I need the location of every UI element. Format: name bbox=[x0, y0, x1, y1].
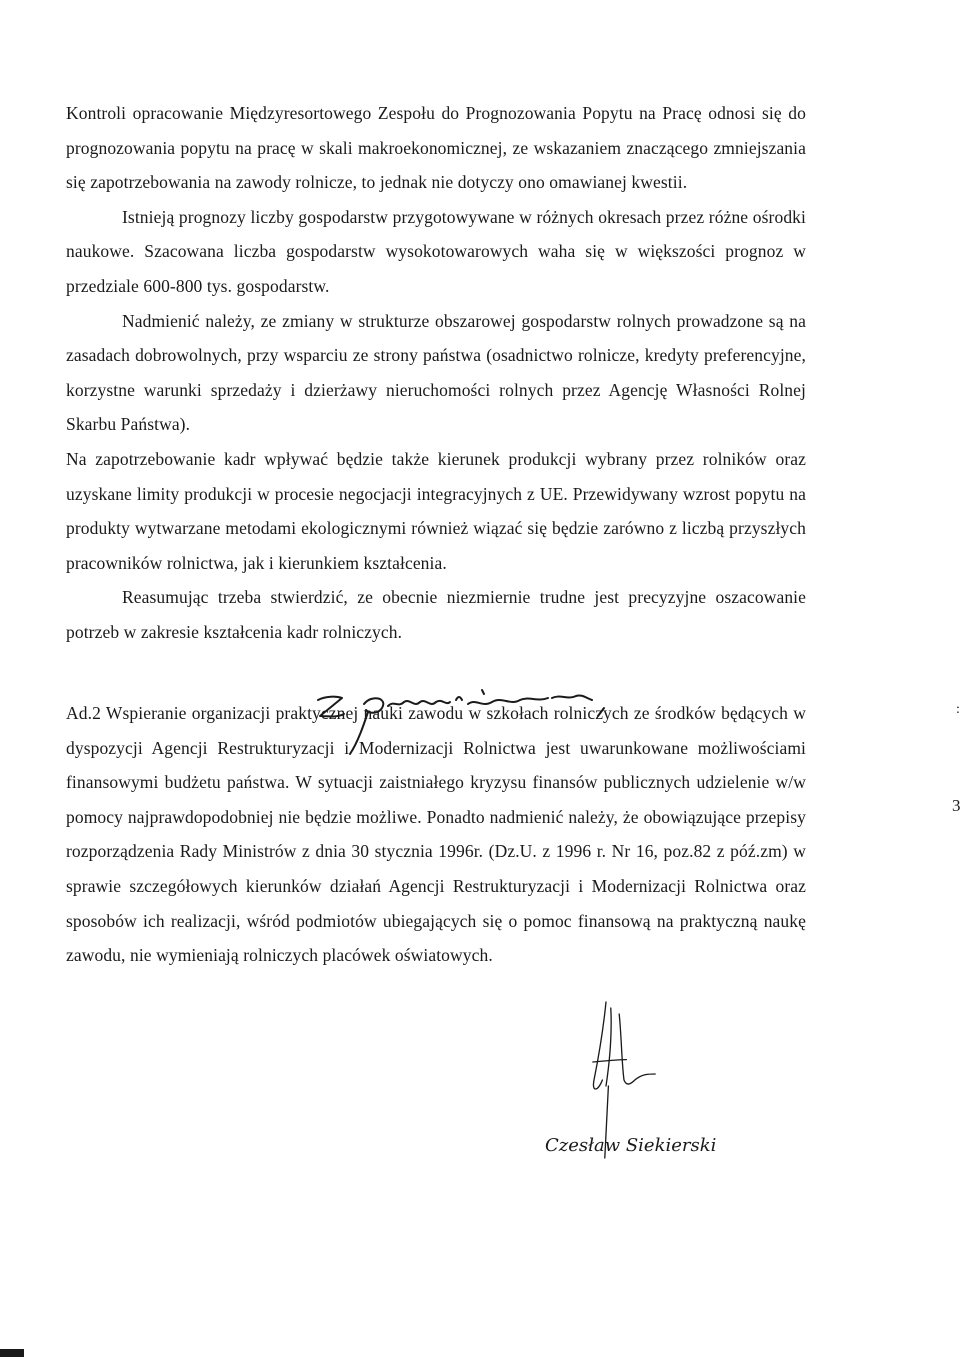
corner-scan-mark bbox=[0, 1349, 24, 1357]
margin-mark: : bbox=[956, 702, 960, 717]
paragraph-prognozy: Istnieją prognozy liczby gospodarstw przygotowywane w różnych okresach przez różne ośrodki naukowe. Szacowana liczba gospodarstw wysokotowarowych waha się w większości prognoz w przedziale 600-800 tys. gospodarstw. bbox=[66, 206, 806, 296]
paragraph-kontroli: Kontroli opracowanie Międzyresortowego Zespołu do Prognozowania Popytu na Pracę odnosi się do prognozowania popytu na pracę w skali makroekonomicznej, ze wskazaniem znaczącego zmniejszania się zapotrzebowania na zawody rolnicze, to jednak nie dotyczy ono omawianej kwestii. bbox=[66, 103, 806, 193]
page-number: 3 bbox=[952, 796, 960, 815]
paragraph-reasumujac: Reasumując trzeba stwierdzić, ze obecnie niezmiernie trudne jest precyzyjne oszacowanie potrzeb w zakresie kształcenia kadr rolniczych. bbox=[66, 587, 806, 642]
text-section-1 bbox=[66, 96, 806, 650]
paragraph-zapotrzebowanie: Na zapotrzebowanie kadr wpływać będzie także kierunek produkcji wybrany przez rolników oraz uzyskane limity produkcji w procesie negocjacji integracyjnych z UE. Przewidywany wzrost popytu na produkty wytwarzane metodami ekologicznymi również wiązać się będzie zarówno z liczbą przyszłych pracowników rolnictwa, jak i kierunkiem kształcenia. bbox=[66, 448, 806, 573]
paragraph-nadmienic: Nadmienić należy, ze zmiany w strukturze obszarowej gospodarstw rolnych prowadzone są na zasadach dobrowolnych, przy wsparciu ze strony państwa (osadnictwo rolnicze, kredyty preferencyjne, korzystne warunki sprzedaży i dzierżawy nieruchomości rolnych przez Agencję Własności Rolnej Skarbu Państwa). bbox=[66, 310, 806, 435]
paragraph-ad2: Ad.2 Wspieranie organizacji praktycznej nauki zawodu w szkołach rolniczych ze środków będących w dyspozycji Agencji Restrukturyzacji i Modernizacji Rolnictwa jest uwarunkowane możliwościami finansowymi budżetu państwa. W sytuacji zaistniałego kryzysu finansów publicznych udzielenie w/w pomocy najprawdopodobniej nie będzie możliwe. Ponadto nadmienić należy, że obowiązujące przepisy rozporządzenia Rady Ministrów z dnia 30 stycznia 1996r. (Dz.U. z 1996 r. Nr 16, poz.82 z póź.zm) w sprawie szczegółowych kierunków działań Agencji Restrukturyzacji i Modernizacji Rolnictwa oraz sposobów ich realizacji, wśród podmiotów ubiegających się o pomoc finansową na praktyczną naukę zawodu, nie wymieniają rolniczych placówek oświatowych. bbox=[66, 703, 806, 966]
handwritten-greeting bbox=[306, 672, 646, 912]
signatory-name: Czesław Siekierski bbox=[545, 1135, 717, 1156]
